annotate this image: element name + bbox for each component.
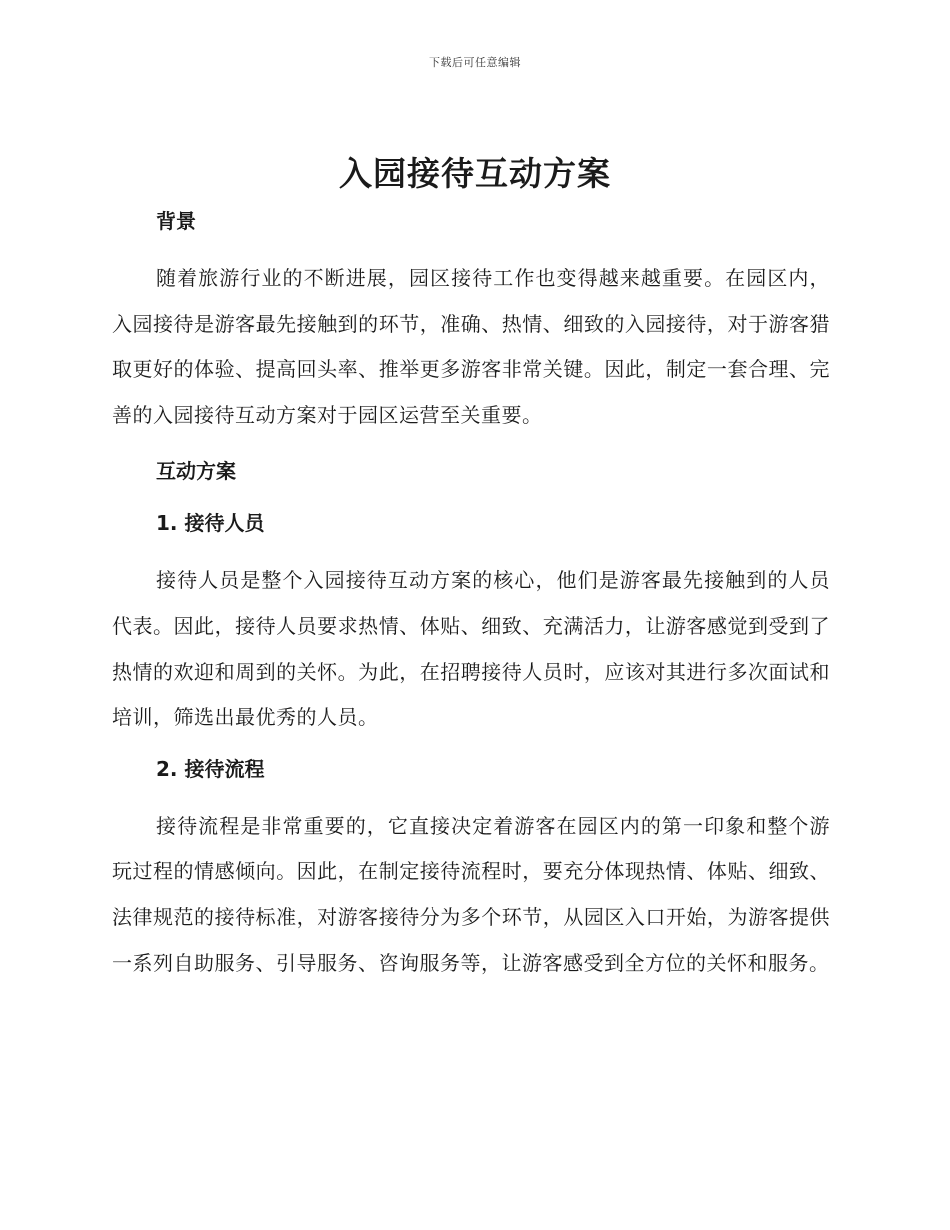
section-paragraph-background: 随着旅游行业的不断进展，园区接待工作也变得越来越重要。在园区内，入园接待是游客最先接触到的环节，准确、热情、细致的入园接待，对于游客猎取更好的体验、提高回头率、推举更多游客非常关键。因此，制定一套合理、完善的入园接待互动方案对于园区运营至关重要。 <box>112 266 830 427</box>
section-heading-interaction-plan: 互动方案 <box>156 459 236 484</box>
document-body <box>112 204 830 997</box>
section-paragraph-process: 接待流程是非常重要的，它直接决定着游客在园区内的第一印象和整个游玩过程的情感倾向。因此，在制定接待流程时，要充分体现热情、体贴、细致、法律规范的接待标准，对游客接待分为多个环节，从园区入口开始，为游客提供一系列自助服务、引导服务、咨询服务等，让游客感受到全方位的关怀和服务。 <box>112 813 830 975</box>
section-heading-process: 2. 接待流程 <box>156 756 265 781</box>
page-header-note: 下载后可任意编辑 <box>429 56 521 69</box>
document-title: 入园接待互动方案 <box>339 154 611 193</box>
section-heading-background: 背景 <box>156 209 196 233</box>
section-heading-staff: 1. 接待人员 <box>156 511 265 536</box>
section-paragraph-staff: 接待人员是整个入园接待互动方案的核心，他们是游客最先接触到的人员代表。因此，接待人员要求热情、体贴、细致、充满活力，让游客感觉到受到了热情的欢迎和周到的关怀。为此，在招聘接待人员时，应该对其进行多次面试和培训，筛选出最优秀的人员。 <box>112 568 830 730</box>
